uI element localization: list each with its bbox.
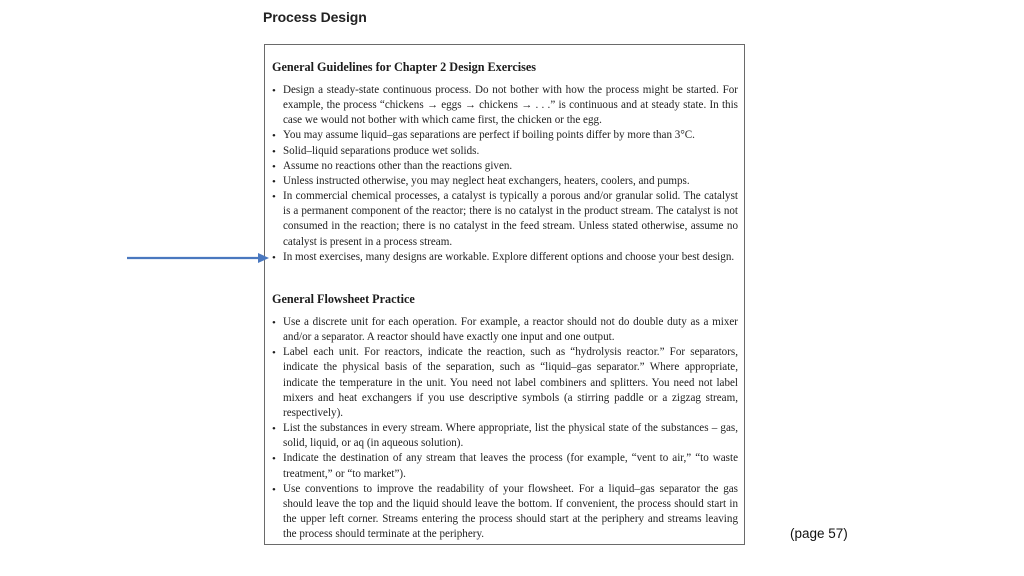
guideline-text: In most exercises, many designs are workable. Explore different options and choose your best design. — [283, 250, 735, 263]
flowsheet-text: Indicate the destination of any stream that leaves the process (for example, “vent to air,” “to waste treatment,” or “to market”). — [283, 452, 738, 480]
pointer-arrow-icon — [127, 251, 269, 265]
page-title: Process Design — [263, 9, 367, 25]
guideline-text: Design a steady-state continuous process. Do not bother with how the process might be started. For example, the process “chickens → eggs → chickens → . . .” is continuous and at steady state. In this case we would not bother with which came first, the chicken or the egg. — [283, 84, 738, 127]
flowsheet-text: Label each unit. For reactors, indicate the reaction, such as “hydrolysis reactor.” For separators, indicate the physical basis of the separation, such as “liquid–gas separator.” Where appropriate, indicate the temperature in the unit. You need not label combiners and splitters. You need not label mixers and heat exchangers if you use descriptive symbols (a stirring paddle or a zigzag stream, respectively). — [283, 346, 738, 419]
guideline-item-highlighted — [272, 250, 738, 265]
bullet-icon: • — [272, 423, 276, 436]
bullet-icon: • — [272, 175, 276, 188]
flowsheet-text: List the substances in every stream. Where appropriate, list the physical state of the substances – gas, solid, liquid, or aq (in aqueous solution). — [283, 422, 738, 450]
guideline-text: In commercial chemical processes, a catalyst is typically a porous and/or granular solid. The catalyst is a permanent component of the reactor; there is no catalyst in the product stream. The catalyst is not consumed in the reaction; there is no catalyst in the feed stream. Unless stated otherwise, assume no catalyst is present in a process stream. — [283, 190, 738, 248]
flowsheet-heading: General Flowsheet Practice — [272, 292, 415, 306]
guidelines-box — [264, 44, 745, 545]
bullet-icon: • — [272, 453, 276, 466]
bullet-icon: • — [272, 85, 276, 97]
bullet-icon: • — [272, 317, 276, 329]
guideline-item — [272, 159, 738, 174]
flowsheet-item — [272, 482, 738, 543]
guideline-text: You may assume liquid–gas separations are perfect if boiling points differ by more than 3°C. — [283, 129, 695, 142]
bullet-icon: • — [272, 191, 276, 204]
guideline-item — [272, 189, 738, 250]
flowsheet-item — [272, 345, 738, 421]
guideline-text: Unless instructed otherwise, you may neglect heat exchangers, heaters, coolers, and pumps. — [283, 174, 690, 187]
bullet-icon: • — [272, 251, 276, 264]
guideline-item — [272, 144, 738, 159]
bullet-icon: • — [272, 145, 276, 158]
page-reference: (page 57) — [790, 526, 848, 541]
guideline-text: Assume no reactions other than the reactions given. — [283, 159, 513, 172]
flowsheet-item — [272, 451, 738, 481]
flowsheet-text: Use a discrete unit for each operation. For example, a reactor should not do double duty as a mixer and/or a separator. A reactor should have exactly one input and one output. — [283, 316, 738, 344]
bullet-icon: • — [272, 483, 276, 496]
guideline-item — [272, 83, 738, 128]
flowsheet-text: Use conventions to improve the readability of your flowsheet. For a liquid–gas separator the gas should leave the top and the liquid should leave the bottom. If convenient, the process should start in the upper left corner. Streams entering the process should start at the periphery and streams leaving the process should terminate at the periphery. — [283, 482, 738, 541]
flowsheet-item — [272, 315, 738, 345]
guideline-item — [272, 128, 738, 143]
guidelines-heading: General Guidelines for Chapter 2 Design Exercises — [272, 60, 537, 74]
guideline-text: Solid–liquid separations produce wet solids. — [283, 144, 480, 157]
flowsheet-list — [272, 315, 738, 542]
bullet-icon: • — [272, 130, 276, 143]
bullet-icon: • — [272, 347, 276, 360]
flowsheet-item — [272, 421, 738, 451]
bullet-icon: • — [272, 160, 276, 173]
guideline-item — [272, 174, 738, 189]
guidelines-list — [272, 83, 738, 265]
